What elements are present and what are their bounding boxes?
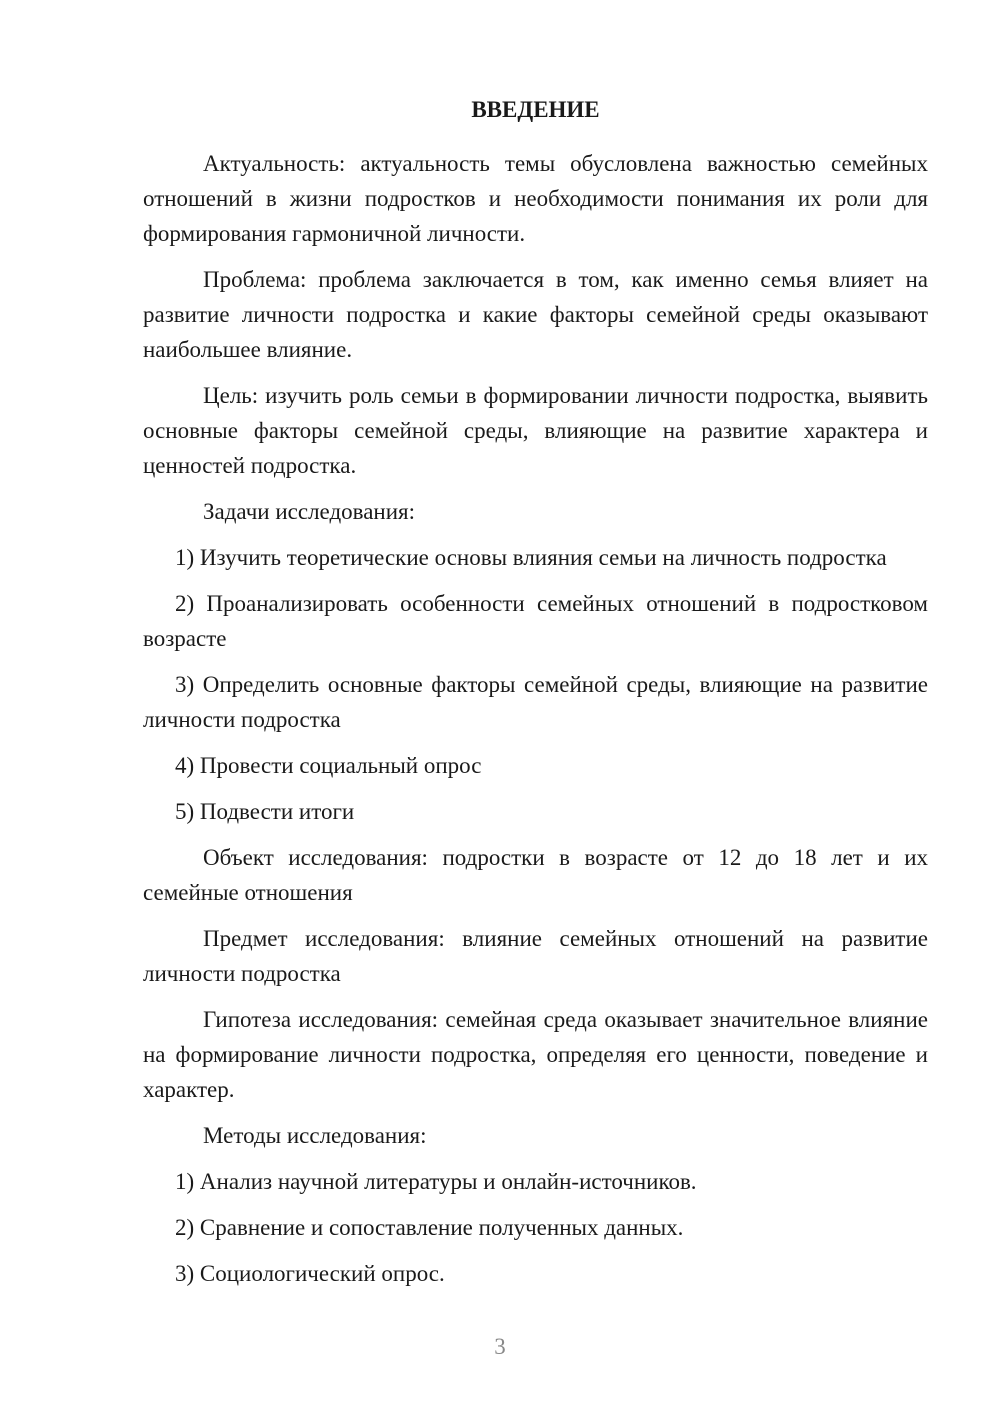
task-item: 3) Определить основные факторы семейной среды, влияющие на развитие личности подростка xyxy=(143,672,928,732)
tasks-title: Задачи исследования: xyxy=(203,499,416,524)
page-number: 3 xyxy=(494,1334,506,1359)
object-paragraph: Объект исследования: подростки в возрасте от 12 до 18 лет и их семейные отношения xyxy=(143,845,928,905)
subject-paragraph: Предмет исследования: влияние семейных отношений на развитие личности подростка xyxy=(143,926,928,986)
method-item: 1) Анализ научной литературы и онлайн-источников. xyxy=(175,1169,697,1194)
method-item: 2) Сравнение и сопоставление полученных данных. xyxy=(175,1215,684,1240)
section-heading: ВВЕДЕНИЕ xyxy=(471,97,600,122)
document-body xyxy=(143,93,928,1302)
hypothesis-paragraph: Гипотеза исследования: семейная среда оказывает значительное влияние на формирование личности подростка, определяя его ценности, поведение и характер. xyxy=(143,1007,928,1102)
actuality-paragraph: Актуальность: актуальность темы обусловлена важностью семейных отношений в жизни подростков и необходимости понимания их роли для формирования гармоничной личности. xyxy=(143,151,928,246)
task-item: 2) Проанализировать особенности семейных отношений в подростковом возрасте xyxy=(143,591,928,651)
task-item: 1) Изучить теоретические основы влияния семьи на личность подростка xyxy=(175,545,887,570)
method-item: 3) Социологический опрос. xyxy=(175,1261,445,1286)
task-item: 5) Подвести итоги xyxy=(175,799,355,824)
problem-paragraph: Проблема: проблема заключается в том, как именно семья влияет на развитие личности подростка и какие факторы семейной среды оказывают наибольшее влияние. xyxy=(143,267,928,362)
methods-title: Методы исследования: xyxy=(203,1123,427,1148)
goal-paragraph: Цель: изучить роль семьи в формировании личности подростка, выявить основные факторы семейной среды, влияющие на развитие характера и ценностей подростка. xyxy=(143,383,928,478)
task-item: 4) Провести социальный опрос xyxy=(175,753,482,778)
